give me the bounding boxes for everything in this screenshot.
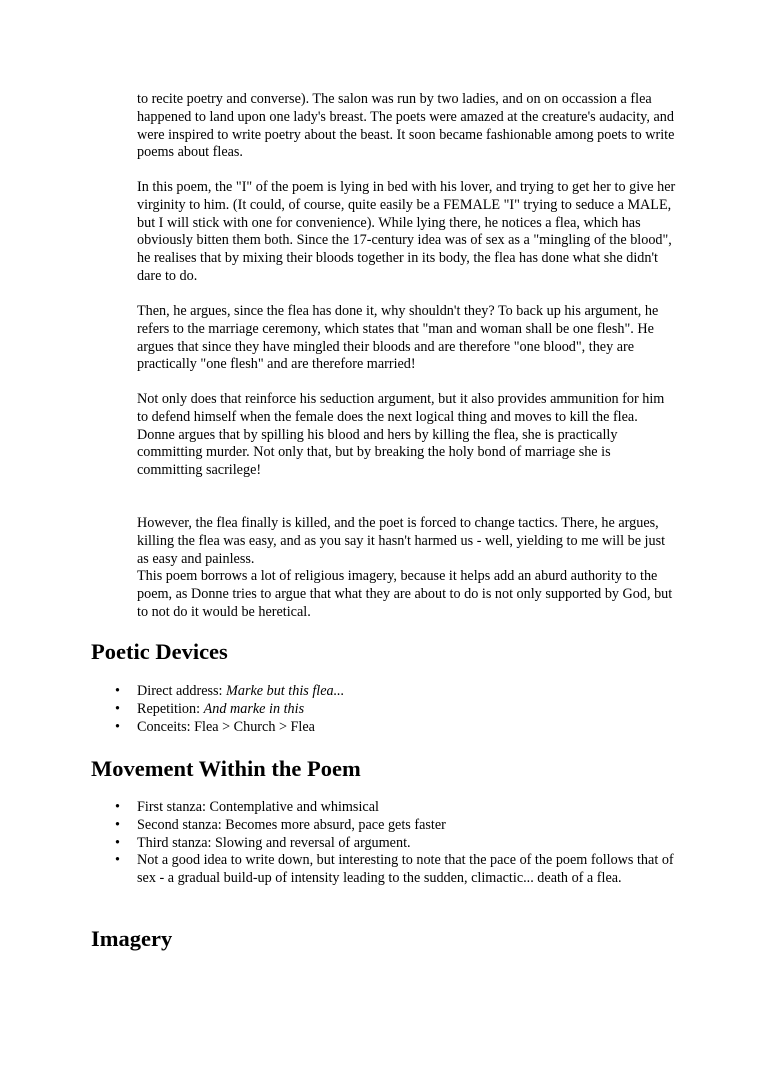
list-movement	[137, 799, 677, 888]
list-item: • Repetition: And marke in this	[137, 701, 677, 719]
paragraph-tactics-change: However, the flea finally is killed, and the poet is forced to change tactics. There, he argues, killing the flea was easy, and as you say it hasn't harmed us - well, yielding to me will be just as easy and painless.	[137, 515, 666, 567]
heading-poetic-devices: Poetic Devices	[91, 639, 228, 664]
list-item: • Direct address: Marke but this flea...	[137, 683, 677, 701]
paragraph-seduction-argument: Not only does that reinforce his seduction argument, but it also provides ammunition for him to defend himself when the female does the next logical thing and moves to kill the flea. Donne argues that by spilling his blood and hers by killing the flea, she is practically committing murder. Not only that, but by breaking the holy bond of marriage she is committing sacrilege!	[137, 391, 665, 479]
list-item: • Not a good idea to write down, but interesting to note that the pace of the poem follows that of sex - a gradual build-up of intensity leading to the sudden, climactic... death of a flea.	[137, 852, 677, 888]
heading-movement: Movement Within the Poem	[91, 756, 361, 781]
list-item: • Conceits: Flea > Church > Flea	[137, 719, 677, 737]
paragraph-poem-premise: In this poem, the "I" of the poem is lying in bed with his lover, and trying to get her to give her virginity to him. (It could, of course, quite easily be a FEMALE "I" trying to seduce a MALE, but I will stick with one for convenience). While lying there, he notices a flea, which has obviously bitten them both. Since the 17-century idea was of sex as a "mingling of the blood", he realises that by mixing their bloods together in its body, the flea has done what she didn't dare to do.	[137, 179, 676, 284]
list-item: • Third stanza: Slowing and reversal of argument.	[137, 835, 677, 853]
list-poetic-devices	[137, 683, 677, 736]
paragraph-marriage-argument: Then, he argues, since the flea has done it, why shouldn't they? To back up his argument, he refers to the marriage ceremony, which states that "man and woman shall be one flesh". He argues that since they have mingled their bloods and are therefore "one blood", they are practically "one flesh" and are therefore married!	[137, 303, 659, 373]
paragraph-salon-history: to recite poetry and converse). The salon was run by two ladies, and on on occassion a flea happened to land upon one lady's breast. The poets were amazed at the creature's audacity, and were inspired to write poetry about the beast. It soon became fashionable among poets to write poems about fleas.	[137, 91, 675, 161]
heading-imagery: Imagery	[91, 926, 173, 951]
paragraph-religious-imagery: This poem borrows a lot of religious imagery, because it helps add an aburd authority to the poem, as Donne tries to argue that what they are about to do is not only supported by God, but to not do it would be heretical.	[137, 568, 673, 620]
list-item: • First stanza: Contemplative and whimsical	[137, 799, 677, 817]
list-item: • Second stanza: Becomes more absurd, pace gets faster	[137, 817, 677, 835]
